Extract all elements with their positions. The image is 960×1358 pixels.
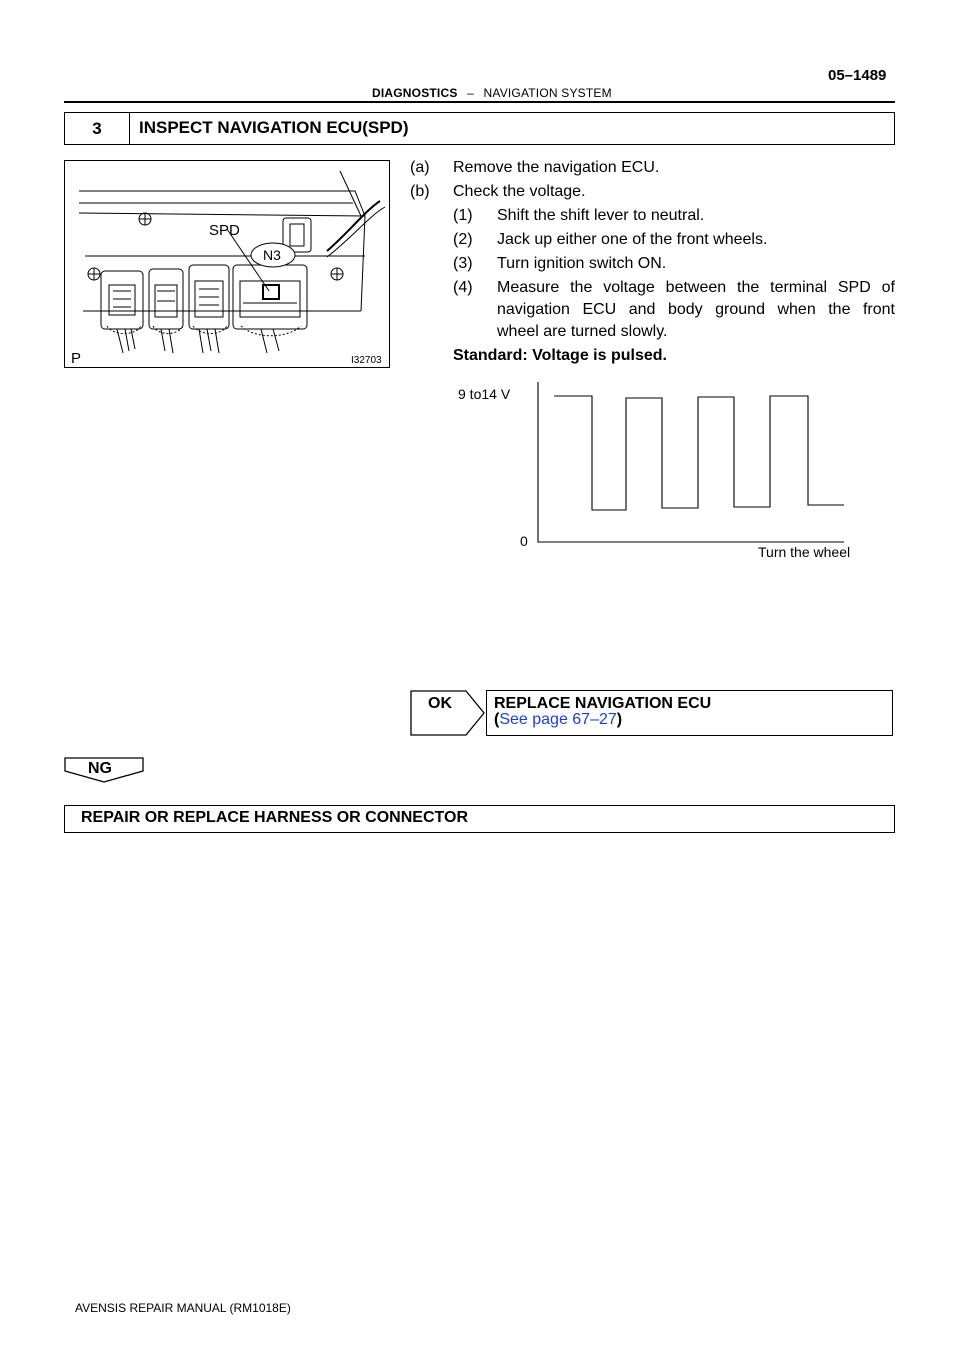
instruction-a xyxy=(410,156,430,179)
marker-1: (1) xyxy=(453,207,473,224)
ref-close-paren: ) xyxy=(616,711,623,728)
ok-result-text: REPLACE NAVIGATION ECU xyxy=(494,695,712,712)
marker-a: (a) xyxy=(410,159,430,176)
ng-label: NG xyxy=(88,760,112,777)
section-heading xyxy=(372,86,612,100)
ok-result-box xyxy=(486,690,893,736)
instruction-2-text: Jack up either one of the front wheels. xyxy=(497,231,768,248)
step-title-box xyxy=(64,112,895,145)
ok-branch xyxy=(410,690,894,736)
section-separator: – xyxy=(467,86,474,100)
figure-p-label: P xyxy=(71,350,82,367)
marker-2: (2) xyxy=(453,231,473,248)
instruction-4-line1: Measure the voltage between the terminal SPD of xyxy=(497,279,895,296)
ng-branch xyxy=(64,757,144,781)
instruction-4-line2: navigation ECU and body ground when the front xyxy=(497,301,895,318)
ng-result-text: REPAIR OR REPLACE HARNESS OR CONNECTOR xyxy=(81,809,468,826)
page-number: 05–1489 xyxy=(828,67,887,84)
ng-result-box xyxy=(64,805,895,833)
connector-n3-label: N3 xyxy=(263,247,281,263)
marker-b: (b) xyxy=(410,183,430,200)
step-title: INSPECT NAVIGATION ECU(SPD) xyxy=(139,118,409,137)
step-number: 3 xyxy=(65,113,130,144)
section-sub: NAVIGATION SYSTEM xyxy=(483,86,612,100)
header-rule xyxy=(64,101,895,103)
waveform-x-label: Turn the wheel xyxy=(758,544,851,560)
instruction-1-text: Shift the shift lever to neutral. xyxy=(497,207,705,224)
ref-open-paren: ( xyxy=(494,711,500,728)
ok-reference xyxy=(494,711,622,729)
waveform-high-label: 9 to14 V xyxy=(458,386,511,402)
figure-id: I32703 xyxy=(351,355,382,366)
waveform-axes xyxy=(538,382,844,542)
marker-4: (4) xyxy=(453,279,473,296)
marker-3: (3) xyxy=(453,255,473,272)
instruction-4-line3: wheel are turned slowly. xyxy=(497,323,668,340)
waveform-pulse-trace xyxy=(554,396,844,510)
instruction-3-text: Turn ignition switch ON. xyxy=(497,255,667,272)
voltage-waveform xyxy=(530,378,850,548)
waveform-zero-label: 0 xyxy=(520,533,528,549)
standard-text: Standard: Voltage is pulsed. xyxy=(453,347,667,364)
see-page-link[interactable]: See page 67–27 xyxy=(499,711,617,728)
ecu-connector-illustration xyxy=(65,161,389,367)
section-main: DIAGNOSTICS xyxy=(372,86,458,100)
instruction-b-text: Check the voltage. xyxy=(453,183,586,200)
spd-label: SPD xyxy=(209,222,240,239)
instruction-a-text: Remove the navigation ECU. xyxy=(453,159,660,176)
footer-manual-title: AVENSIS REPAIR MANUAL (RM1018E) xyxy=(75,1301,291,1315)
ok-label: OK xyxy=(428,695,452,712)
ecu-connector-figure xyxy=(64,160,390,368)
